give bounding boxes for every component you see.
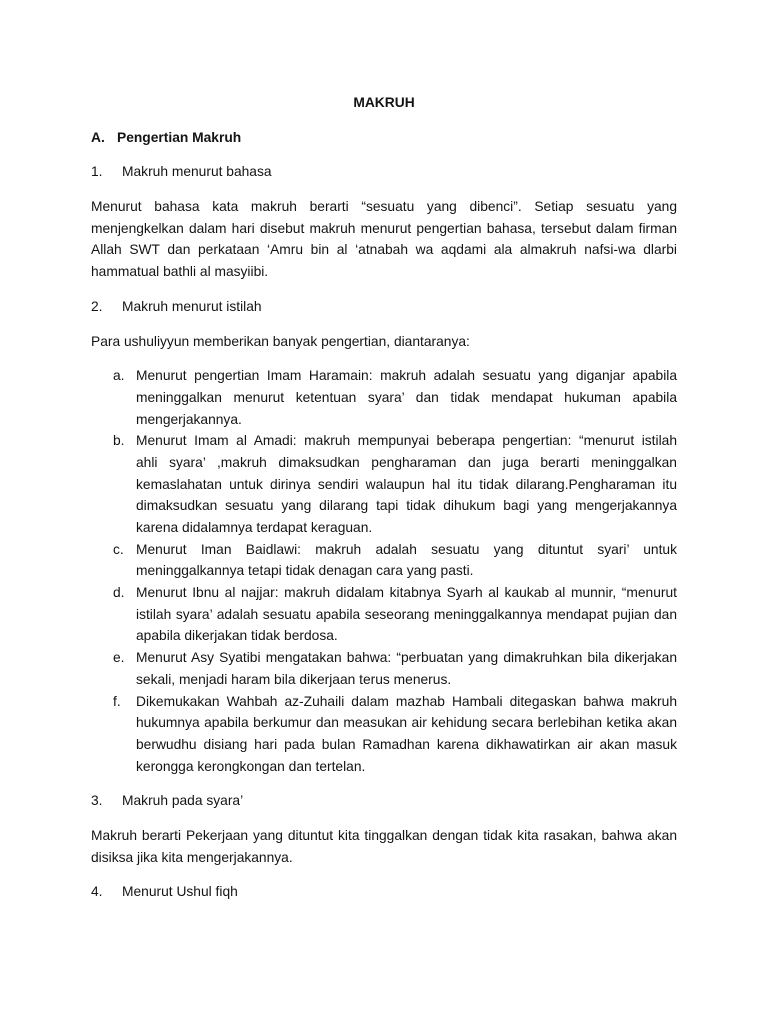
list-marker: f. <box>113 693 121 709</box>
document-body <box>91 92 677 916</box>
list-item-f <box>91 691 677 778</box>
list-item-line: sekali, menjadi haram bila dikerjaan terus menerus. <box>136 671 452 687</box>
paragraph-line: menjengkelkan dalam hari disebut makruh menurut pengertian bahasa, tersebut dalam firman <box>91 220 677 236</box>
list-item-line: apabila dikerjakan tidak berdosa. <box>136 628 338 644</box>
list-item-line: berwudhu disiang hari pada bulan Ramadhan karena dikhawatirkan air akan masuk <box>136 736 677 752</box>
list-item-line: Menurut pengertian Imam Haramain: makruh adalah sesuatu yang diganjar apabila <box>136 368 677 384</box>
definition-list <box>91 365 677 777</box>
paragraph-syara <box>91 825 677 868</box>
subheading-number: 1. <box>91 164 103 180</box>
list-item-line: meninggalkannya tetapi tidak denagan cara yang pasti. <box>136 563 474 579</box>
subheading-1 <box>91 161 677 183</box>
list-item-line: kerongga kerongkongan dan tertelan. <box>136 758 366 774</box>
list-item-line: ahli syara’ ,makruh dimaksudkan pengharaman dan juga berarti meninggalkan <box>136 454 677 470</box>
document-title: MAKRUH <box>353 95 415 110</box>
list-item-line: kemaslahatan untuk dirinya sendiri walaupun hal itu tidak dilarang.Pengharaman itu <box>136 476 677 492</box>
paragraph-line: hammatual bathli al masyiibi. <box>91 264 269 280</box>
list-item-a <box>91 365 677 430</box>
subheading-label: Makruh menurut istilah <box>122 298 262 314</box>
paragraph-line: Menurut bahasa kata makruh berarti “sesuatu yang dibenci”. Setiap sesuatu yang <box>91 199 677 215</box>
list-item-line: Dikemukakan Wahbah az-Zuhaili dalam mazhab Hambali ditegaskan bahwa makruh <box>136 693 677 709</box>
list-marker: d. <box>113 585 125 601</box>
list-item-line: Menurut Imam al Amadi: makruh mempunyai beberapa pengertian: “menurut istilah <box>136 433 677 449</box>
subheading-number: 3. <box>91 793 103 809</box>
section-title: Pengertian Makruh <box>117 129 242 145</box>
list-item-line: karena didalamnya terdapat keraguan. <box>136 520 373 535</box>
list-item-line: mengerjakannya. <box>136 411 242 427</box>
list-item-line: Menurut Iman Baidlawi: makruh adalah sesuatu yang dituntut syari’ untuk <box>136 541 677 557</box>
list-item-d <box>91 582 677 647</box>
list-item-line: hukumnya apabila berkumur dan measukan air kehidung secara berlebihan ketika akan <box>136 715 677 731</box>
list-marker: a. <box>113 368 125 384</box>
list-item-e <box>91 647 677 690</box>
list-item-line: istilah syara’ adalah sesuatu apabila seseorang meninggalkannya mendapat pujian dan <box>136 606 677 622</box>
section-heading <box>91 127 677 149</box>
subheading-number: 4. <box>91 884 103 900</box>
list-marker: e. <box>113 650 125 666</box>
subheading-label: Menurut Ushul fiqh <box>122 884 238 900</box>
list-item-c <box>91 539 677 582</box>
subheading-2 <box>91 296 677 318</box>
subheading-4 <box>91 881 677 903</box>
list-item-line: meninggalkan menurut ketentuan syara’ dan tidak mendapat hukuman apabila <box>136 389 677 405</box>
subheading-label: Makruh menurut bahasa <box>122 164 272 180</box>
subheading-3 <box>91 790 677 812</box>
section-marker: A. <box>91 129 105 145</box>
list-marker: c. <box>113 541 124 557</box>
list-item-line: Menurut Ibnu al najjar: makruh didalam kitabnya Syarh al kaukab al munnir, “menurut <box>136 585 677 601</box>
list-intro: Para ushuliyyun memberikan banyak pengertian, diantaranya: <box>91 333 470 349</box>
subheading-label: Makruh pada syara’ <box>122 793 244 809</box>
list-item-line: dimaksudkan sesuatu yang dilarang tapi tidak dihukum bagi yang mengerjakannya <box>136 498 677 514</box>
paragraph-line: Makruh berarti Pekerjaan yang dituntut kita tinggalkan dengan tidak kita rasakan, bahwa akan <box>91 827 677 843</box>
list-marker: b. <box>113 433 125 449</box>
paragraph-line: disiksa jika kita mengerjakannya. <box>91 849 293 865</box>
paragraph-line: Allah SWT dan perkataan ‘Amru bin al ‘atnabah wa aqdami ala almakruh nafsi-wa dlarbi <box>91 242 677 258</box>
list-item-b <box>91 430 677 538</box>
paragraph-bahasa <box>91 196 677 283</box>
subheading-number: 2. <box>91 298 103 314</box>
list-item-line: Menurut Asy Syatibi mengatakan bahwa: “perbuatan yang dimakruhkan bila dikerjakan <box>136 650 677 666</box>
